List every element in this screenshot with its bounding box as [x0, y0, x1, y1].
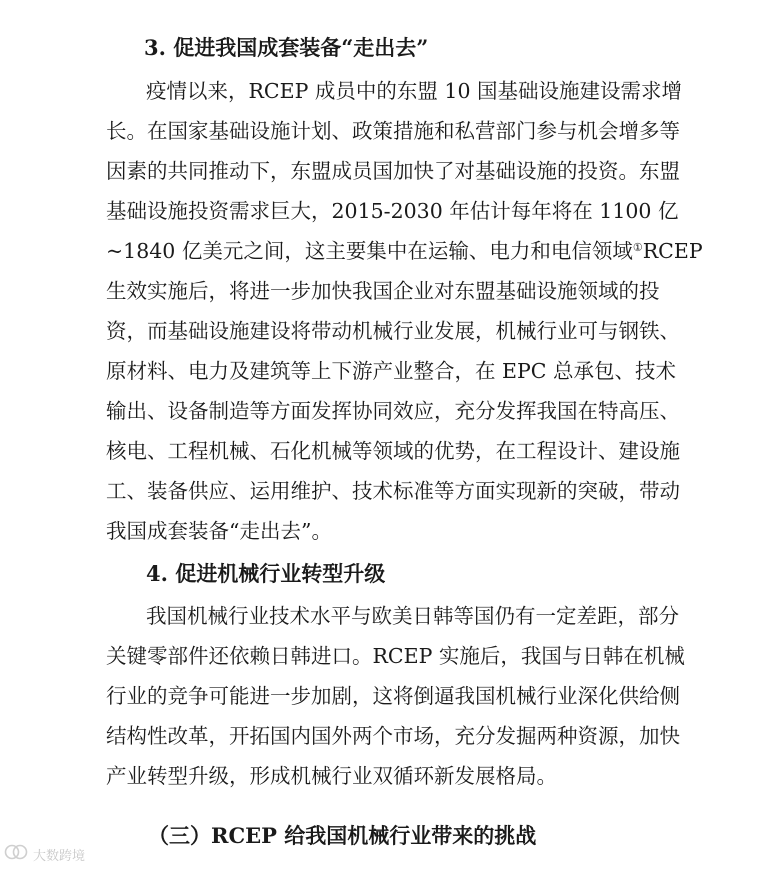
paragraph-text: RCEP: [642, 239, 703, 263]
paragraph-line: 疫情以来，RCEP 成员中的东盟 10 国基础设施建设需求增: [146, 79, 683, 103]
paragraph-line: 产业转型升级，形成机械行业双循环新发展格局。: [106, 764, 557, 788]
paragraph-line: 核电、工程机械、石化机械等领域的优势，在工程设计、建设施: [106, 439, 680, 463]
paragraph-line: 结构性改革，开拓国内国外两个市场，充分发掘两种资源，加快: [106, 724, 680, 748]
paragraph-line: 基础设施投资需求巨大，2015-2030 年估计每年将在 1100 亿: [106, 199, 679, 223]
paragraph-line: 我国成套装备“走出去”。: [106, 519, 332, 543]
watermark-text: 大数跨境: [33, 848, 86, 864]
paragraph-line: 资，而基础设施建设将带动机械行业发展，机械行业可与钢铁、: [106, 319, 680, 343]
paragraph-line: 因素的共同推动下，东盟成员国加快了对基础设施的投资。东盟: [106, 159, 680, 183]
section-3-heading: 3. 促进我国成套装备“走出去”: [144, 35, 429, 60]
paragraph-line: 我国机械行业技术水平与欧美日韩等国仍有一定差距，部分: [146, 604, 679, 628]
paragraph-line: 长。在国家基础设施计划、政策措施和私营部门参与机会增多等: [106, 119, 680, 143]
watermark: [4, 843, 85, 865]
paragraph-line: 关键零部件还依赖日韩进口。RCEP 实施后，我国与日韩在机械: [106, 644, 685, 668]
paragraph-line: 工、装备供应、运用维护、技术标准等方面实现新的突破，带动: [106, 479, 680, 503]
section-4-heading: 4. 促进机械行业转型升级: [146, 561, 386, 586]
paragraph-text: ~1840 亿美元之间，这主要集中在运输、电力和电信领域: [106, 239, 633, 263]
paragraph-line: 行业的竞争可能进一步加剧，这将倒逼我国机械行业深化供给侧: [106, 684, 680, 708]
logo-icon: [4, 843, 33, 865]
paragraph-line: [106, 239, 703, 263]
footnote-marker: ①: [632, 241, 643, 254]
paragraph-line: 输出、设备制造等方面发挥协同效应，充分发挥我国在特高压、: [106, 399, 680, 423]
paragraph-line: 生效实施后，将进一步加快我国企业对东盟基础设施领域的投: [106, 279, 660, 303]
paragraph-line: 原材料、电力及建筑等上下游产业整合，在 EPC 总承包、技术: [106, 359, 676, 383]
subsection-heading: （三）RCEP 给我国机械行业带来的挑战: [148, 823, 537, 848]
